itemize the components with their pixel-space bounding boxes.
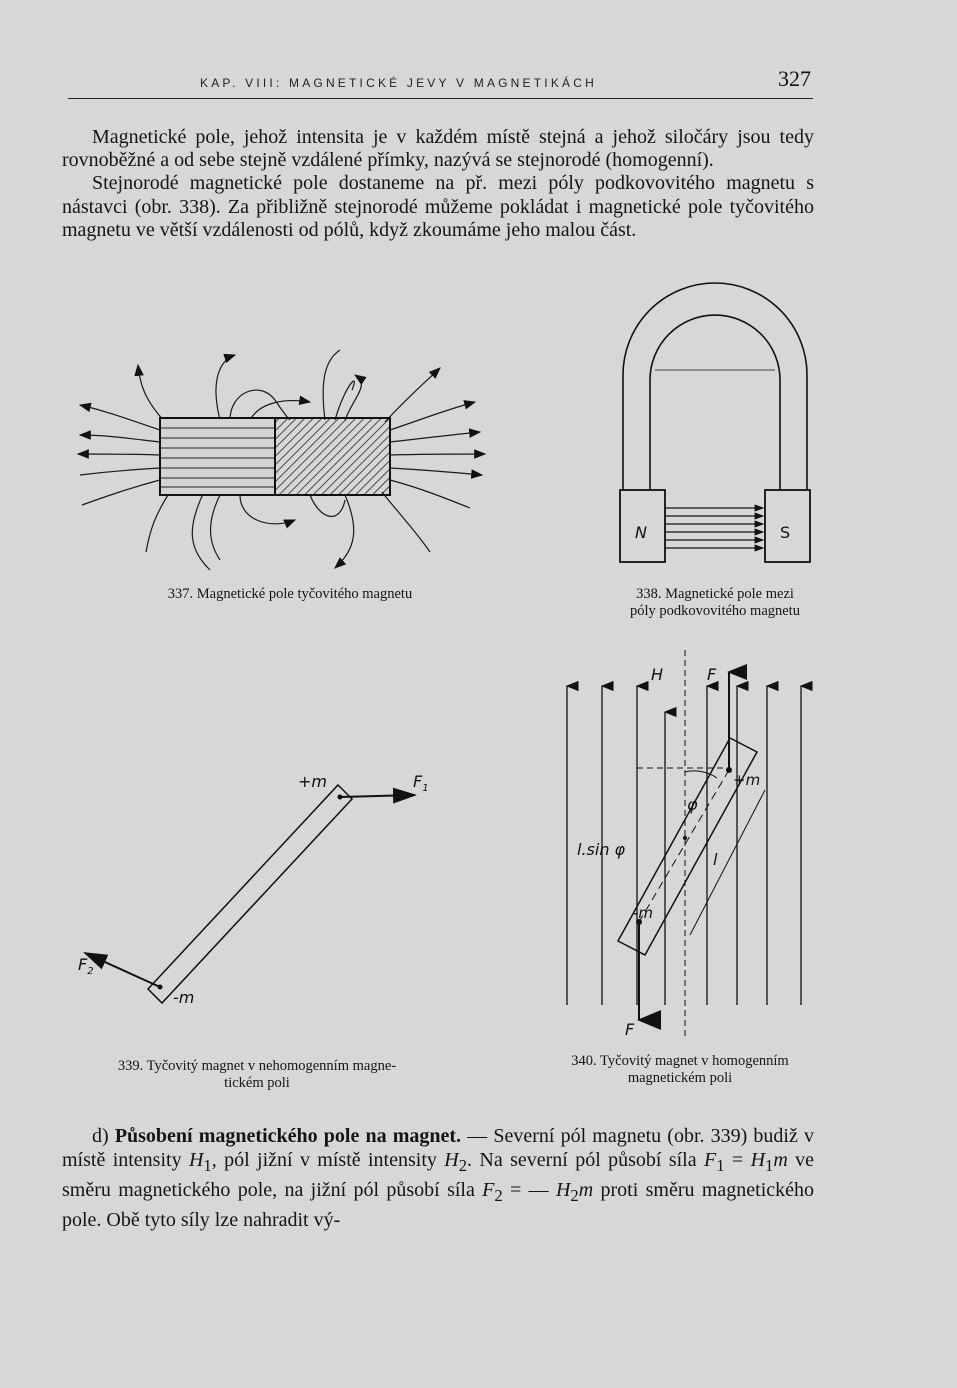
figure-340-caption-line2: magnetickém poli <box>627 1070 733 1086</box>
f1-label <box>413 772 429 794</box>
h1m-subscript: 1 <box>765 1156 774 1175</box>
page-header <box>68 66 813 99</box>
minus-m-label: -m <box>173 988 195 1007</box>
h2m-symbol: H <box>555 1179 571 1201</box>
running-head: KAP. VIII: MAGNETICKÉ JEVY V MAGNETIKÁCH <box>200 76 597 90</box>
l-sin-phi-label: l.sin φ <box>577 840 626 859</box>
section-d-text-4: ve směru magnetického pole, na jižní pól působí síla <box>62 1149 815 1201</box>
south-pole-label: S <box>780 523 791 542</box>
section-d-paragraph <box>62 1124 814 1232</box>
page-number: 327 <box>778 66 811 91</box>
m-symbol-2: m <box>578 1179 594 1201</box>
f1-symbol: F <box>704 1149 717 1171</box>
figure-338-caption-line2: póly podkovovitého magnetu <box>630 603 800 619</box>
h2-symbol: H <box>444 1149 459 1171</box>
f2-label <box>78 955 94 977</box>
section-d-text-2: , pól jižní v místě intensity <box>211 1149 437 1171</box>
h-label: H <box>651 665 664 684</box>
figure-340-homogeneous-field <box>555 650 825 1045</box>
minus-m-label: -m <box>633 904 654 922</box>
figure-340-caption-line1: 340. Tyčovitý magnet v homogenním <box>571 1053 789 1069</box>
plus-m-label: +m <box>298 772 327 791</box>
h1-symbol: H <box>188 1149 204 1171</box>
f-top-label: F <box>707 665 717 684</box>
phi-label: φ <box>687 795 698 814</box>
section-d-text-3: . Na severní pól působí síla <box>467 1149 697 1171</box>
f2-letter: F <box>78 955 88 974</box>
f2-subscript: 2 <box>494 1186 503 1205</box>
figure-339-nonhomogeneous-field <box>70 765 450 1015</box>
figure-338-caption-line1: 338. Magnetické pole mezi <box>636 586 794 602</box>
equals-2: = — <box>502 1179 556 1201</box>
section-d-text-5: proti směru magnetického pole. Obě tyto síly lze nahradit vý- <box>62 1179 814 1231</box>
m-symbol-1: m <box>773 1149 788 1171</box>
h1m-symbol: H <box>750 1149 766 1171</box>
figure-339-caption <box>62 1058 452 1092</box>
equals-1: = <box>724 1149 751 1171</box>
f-bottom-label: F <box>625 1020 635 1039</box>
intro-text <box>62 126 814 242</box>
f1-subscript: 1 <box>716 1156 725 1175</box>
north-pole-label: N <box>635 523 647 542</box>
f1-subscript: 1 <box>422 783 429 794</box>
figure-339-caption-line1: 339. Tyčovitý magnet v nehomogenním magne- <box>117 1058 397 1074</box>
plus-m-label: +m <box>733 771 761 789</box>
figure-338-caption <box>585 586 845 620</box>
paragraph-homogeneous-definition: Magnetické pole, jehož intensita je v každém místě stejná a jehož siločáry jsou tedy rovnoběžné a od sebe stejně vzdálené přímky, nazývá se stejnorodé (homogenní). <box>62 126 814 172</box>
f1-letter: F <box>413 772 423 791</box>
paragraph-homogeneous-example: Stejnorodé magnetické pole dostaneme na př. mezi póly podkovovitého magnetu s nástavci (obr. 338). Za přibližně stejnorodé můžeme pokládat i magnetické pole tyčovitého magnetu ve větší vzdálenosti od pólů, když zkoumáme jeho malou část. <box>62 172 814 241</box>
section-d-text <box>62 1124 814 1232</box>
f2-symbol: F <box>482 1179 495 1201</box>
section-d-label: d) <box>92 1125 109 1147</box>
figure-337-bar-magnet-field <box>70 330 500 590</box>
h2-subscript: 2 <box>458 1156 468 1175</box>
f2-subscript: 2 <box>87 966 94 977</box>
section-d-heading: Působení magnetického pole na magnet. <box>114 1125 462 1147</box>
section-d-text-1: — Severní pól magnetu (obr. 339) budiž v místě intensity <box>62 1125 815 1171</box>
length-label: l <box>713 850 718 869</box>
figure-338-horseshoe-magnet <box>615 280 815 580</box>
h2m-subscript: 2 <box>570 1186 579 1205</box>
figure-340-caption <box>525 1053 835 1087</box>
figure-337-caption: 337. Magnetické pole tyčovitého magnetu <box>167 586 413 602</box>
h1-subscript: 1 <box>203 1156 212 1175</box>
figure-339-caption-line2: tickém poli <box>224 1075 290 1091</box>
